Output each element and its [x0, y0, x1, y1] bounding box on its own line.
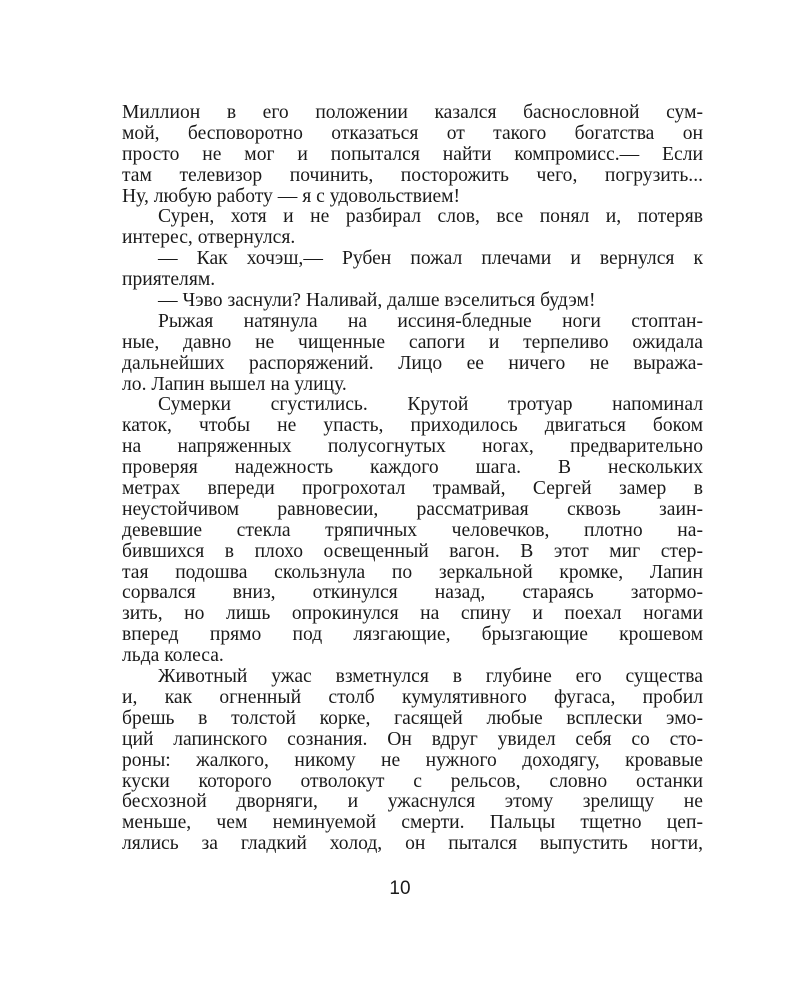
- paragraph: [122, 395, 703, 667]
- text-line: — Чэво заснули? Наливай, далше вэселиться будэм!: [158, 290, 596, 312]
- text-line: куски которого отволокут с рельсов, словно останки: [122, 770, 703, 792]
- text-line: девевшие стекла тряпичных человечков, плотно на-: [122, 519, 703, 541]
- text-line: интерес, отвернулся.: [122, 227, 296, 249]
- text-line: Рыжая натянула на иссиня-бледные ноги стоптан-: [158, 310, 703, 332]
- text-line: ло. Лапин вышел на улицу.: [122, 373, 347, 395]
- text-line: тая подошва скользнула по зеркальной кромке, Лапин: [122, 561, 703, 583]
- paragraph: [122, 249, 703, 291]
- text-line: на напряженных полусогнутых ногах, предварительно: [122, 436, 703, 458]
- text-line: приятелям.: [122, 269, 216, 291]
- text-line: каток, чтобы не упасть, приходилось двигаться боком: [122, 415, 703, 437]
- text-line: — Как хочэш,— Рубен пожал плечами и вернулся к: [158, 248, 703, 270]
- text-line: Сумерки сгустились. Крутой тротуар напоминал: [158, 394, 703, 416]
- paragraph: [122, 103, 703, 207]
- page-number: 10: [389, 878, 411, 899]
- text-line: дальнейших распоряжений. Лицо ее ничего не выража-: [122, 352, 703, 374]
- text-line: там телевизор починить, посторожить чего, погрузить...: [122, 164, 703, 186]
- text-line: бесхозной дворняги, и ужаснулся этому зрелищу не: [122, 791, 703, 813]
- body-text: [122, 103, 703, 855]
- paragraph: [122, 312, 703, 396]
- text-line: ций лапинского сознания. Он вдруг увидел себя со сто-: [122, 728, 703, 750]
- text-line: и, как огненный столб кумулятивного фугаса, пробил: [122, 686, 703, 708]
- text-line: зить, но лишь опрокинулся на спину и поехал ногами: [122, 603, 703, 625]
- text-line: Сурен, хотя и не разбирал слов, все понял и, потеряв: [158, 206, 703, 228]
- text-line: вперед прямо под лязгающие, брызгающие крошевом: [122, 624, 703, 646]
- paragraph: [122, 291, 703, 312]
- text-line: меньше, чем неминуемой смерти. Пальцы тщетно цеп-: [122, 812, 703, 834]
- text-line: метрах впереди прогрохотал трамвай, Сергей замер в: [122, 478, 703, 500]
- text-line: проверяя надежность каждого шага. В нескольких: [122, 457, 703, 479]
- text-line: брешь в толстой корке, гасящей любые всплески эмо-: [122, 707, 703, 729]
- text-line: Животный ужас взметнулся в глубине его существа: [158, 666, 703, 688]
- text-line: роны: жалкого, никому не нужного доходягу, кровавые: [122, 749, 703, 771]
- text-line: бившихся в плохо освещенный вагон. В этот миг стер-: [122, 540, 703, 562]
- text-line: Ну, любую работу — я с удовольствием!: [122, 185, 461, 207]
- text-line: Миллион в его положении казался баснословной сум-: [122, 102, 703, 123]
- text-line: льда колеса.: [122, 645, 224, 667]
- text-line: просто не мог и попытался найти компромисс.— Если: [122, 143, 703, 165]
- text-line: сорвался вниз, откинулся назад, стараясь затормо-: [122, 582, 703, 604]
- text-line: неустойчивом равновесии, рассматривая сквозь заин-: [122, 498, 703, 520]
- text-line: ные, давно не чищенные сапоги и терпеливо ожидала: [122, 331, 703, 353]
- paragraph: [122, 667, 703, 855]
- paragraph: [122, 207, 703, 249]
- text-line: мой, бесповоротно отказаться от такого богатства он: [122, 122, 703, 144]
- text-line: лялись за гладкий холод, он пытался выпустить ногти,: [122, 833, 703, 855]
